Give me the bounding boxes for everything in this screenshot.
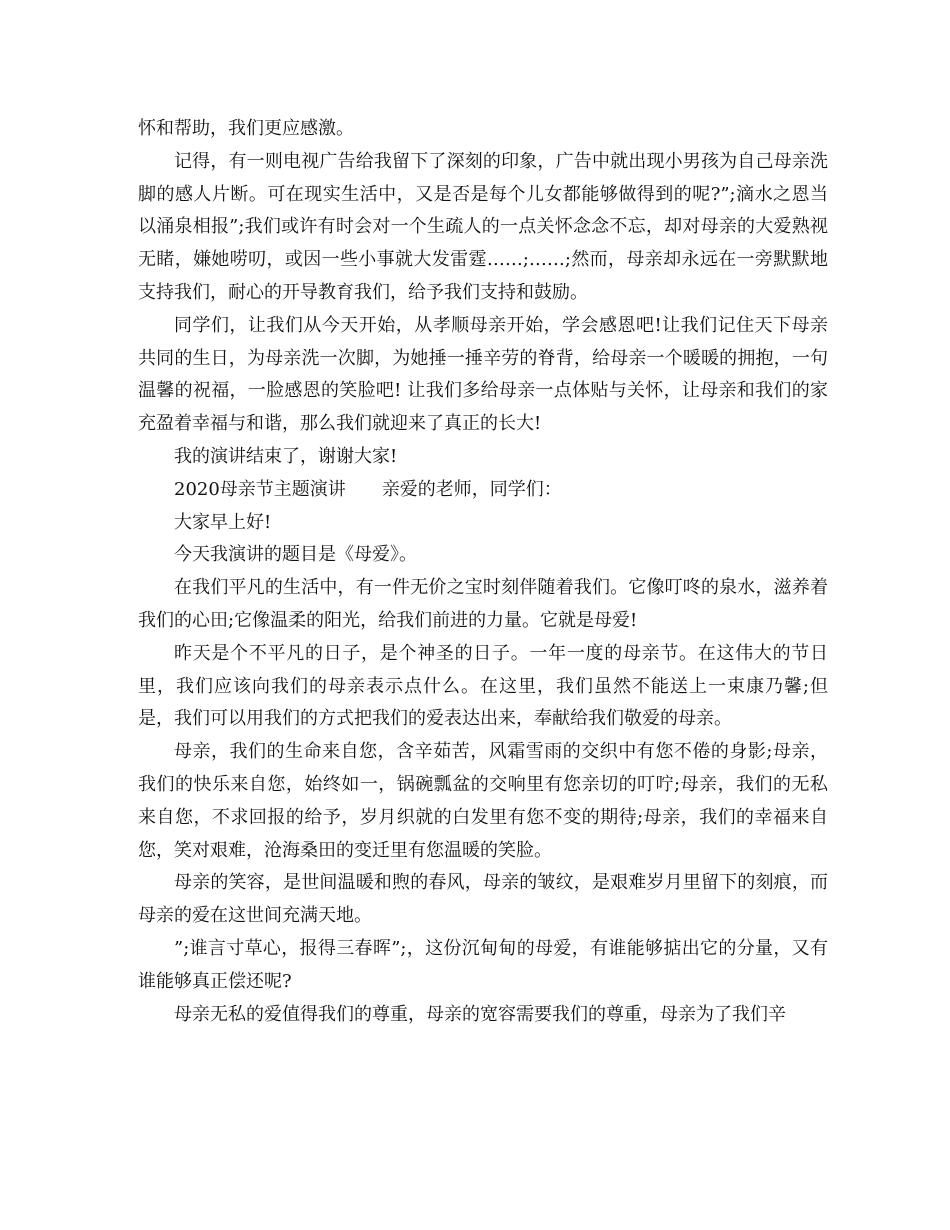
paragraph-smile-wrinkles: 母亲的笑容，是世间温暖和煦的春风，母亲的皱纹，是艰难岁月里留下的刻痕，而母亲的爱在这世间充满天地。 [138,872,828,927]
document-body [138,113,828,1031]
paragraph-tv-ad: 记得，有一则电视广告给我留下了深刻的印象，广告中就出现小男孩为自己母亲洗脚的感人片断。可在现实生活中，又是否是每个儿女都能够做得到的呢?”;滴水之恩当以涌泉相报”;我们或许有时会对一个生疏人的一点关怀念念不忘，却对母亲的大爱熟视无睹，嫌她唠叨，或因一些小事就大发雷霆……;……;然而，母亲却永远在一旁默默地支持我们，耐心的开导教育我们，给予我们支持和鼓励。 [138,150,828,303]
paragraph-morning-greeting: 大家早上好! [174,511,272,533]
paragraph-mothers-day: 昨天是个不平凡的日子，是个神圣的日子。一年一度的母亲节。在这伟大的节日里，我们应该向我们的母亲表示点什么。在这里，我们虽然不能送上一束康乃馨;但是，我们可以用我们的方式把我们的爱表达出来，奉献给我们敬爱的母亲。 [138,642,828,730]
speech-greeting: 亲爱的老师，同学们： [381,478,562,500]
paragraph-poem: ”;谁言寸草心，报得三春晖”;，这份沉甸甸的母爱，有谁能够掂出它的分量，又有谁能够真正偿还呢? [138,937,828,992]
speech-title-line [138,474,828,507]
paragraph-gratitude-call: 同学们，让我们从今天开始，从孝顺母亲开始，学会感恩吧!让我们记住天下母亲共同的生日，为母亲洗一次脚，为她捶一捶辛劳的脊背，给母亲一个暖暖的拥抱，一句温馨的祝福，一脸感恩的笑脸吧! 让我们多给母亲一点体贴与关怀，让母亲和我们的家充盈着幸福与和谐，那么我们就迎来了真正的长大! [138,314,828,435]
speech-title: 2020母亲节主题演讲 [174,478,346,500]
paragraph-topic: 今天我演讲的题目是《母爱》。 [174,544,417,566]
paragraph-speech-end: 我的演讲结束了，谢谢大家! [174,445,398,467]
paragraph-treasure: 在我们平凡的生活中，有一件无价之宝时刻伴随着我们。它像叮咚的泉水，滋养着我们的心田;它像温柔的阳光，给我们前进的力量。它就是母爱! [138,577,828,631]
paragraph-continuation: 怀和帮助，我们更应感激。 [138,118,354,139]
paragraph-respect: 母亲无私的爱值得我们的尊重，母亲的宽容需要我们的尊重，母亲为了我们辛 [174,1003,786,1025]
paragraph-mother-praise: 母亲，我们的生命来自您，含辛茹苦，风霜雪雨的交织中有您不倦的身影;母亲，我们的快乐来自您，始终如一，锅碗瓢盆的交响里有您亲切的叮咛;母亲，我们的无私来自您，不求回报的给予，岁月织就的白发里有您不变的期待;母亲，我们的幸福来自您，笑对艰难，沧海桑田的变迁里有您温暖的笑脸。 [138,741,828,861]
